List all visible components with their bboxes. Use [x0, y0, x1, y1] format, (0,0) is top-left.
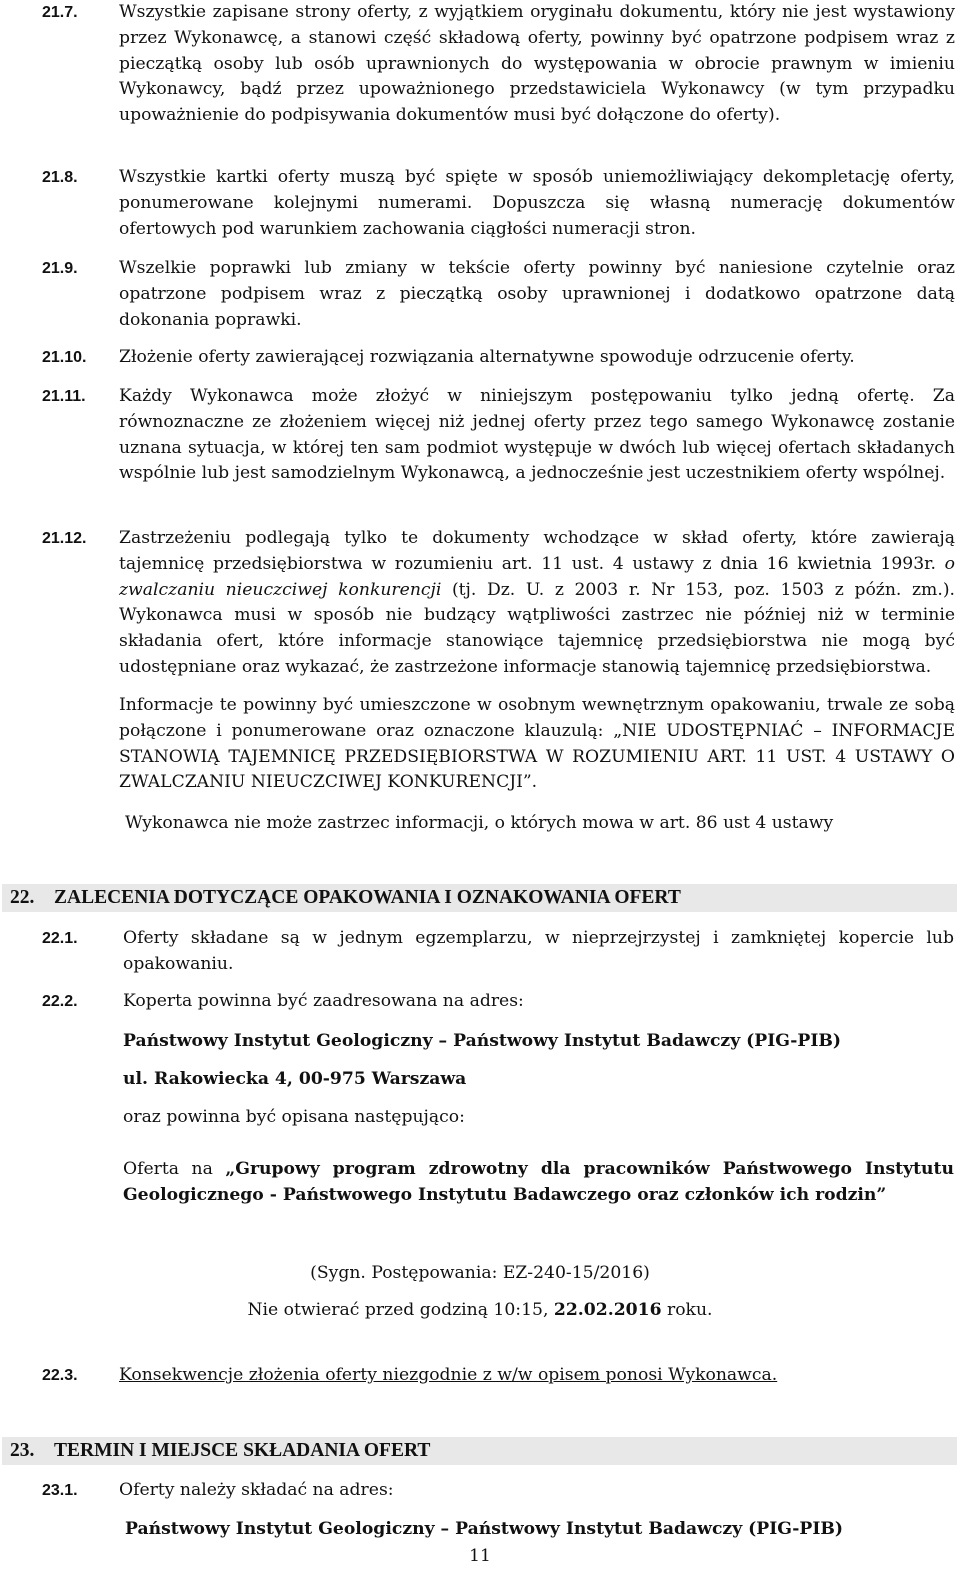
- open-suffix: roku.: [661, 1300, 713, 1320]
- section-heading-23: [2, 1437, 957, 1465]
- open-after-notice: [0, 1298, 960, 1324]
- address-institution: Państwowy Instytut Geologiczny – Państwowy Instytut Badawczy (PIG-PIB): [123, 1031, 842, 1051]
- address-street: ul. Rakowiecka 4, 00-975 Warszawa: [123, 1069, 467, 1089]
- clause-number: 21.12.: [42, 530, 87, 547]
- offer-title: „Grupowy program zdrowotny dla pracowników Państwowego Instytutu Geologicznego - Państwowego Instytutu Badawczego oraz członków ich rodzin”: [123, 1159, 954, 1205]
- label-instructions: oraz powinna być opisana następująco:: [123, 1107, 465, 1127]
- section-number: 22.: [10, 887, 35, 908]
- clause-text: Wszelkie poprawki lub zmiany w tekście oferty powinny być naniesione czytelnie oraz opatrzone podpisem wraz z pieczątką osoby uprawnionej i dodatkowo opatrzone datą dokonania poprawki.: [119, 258, 955, 330]
- clause-number: 21.10.: [42, 349, 87, 366]
- clause-number: 22.2.: [42, 993, 78, 1010]
- envelope-offer-label: [123, 1157, 954, 1209]
- section-title: ZALECENIA DOTYCZĄCE OPAKOWANIA I OZNAKOWANIA OFERT: [54, 887, 681, 908]
- clause-text-part: (tj. Dz. U. z 2003 r. Nr 153, poz. 1503 z późn. zm.). Wykonawca musi w sposób nie budzący wątpliwości zastrzec nie później niż w terminie składania ofert, które informacje stanowiące tajemnicę przedsiębiorstwa nie mogą być udostępniane oraz wykazać, że zastrzeżone informacje stanowią tajemnicę przedsiębiorstwa.: [119, 579, 955, 677]
- address-institution: Państwowy Instytut Geologiczny – Państwowy Instytut Badawczy (PIG-PIB): [125, 1519, 844, 1539]
- restriction-note: Wykonawca nie może zastrzec informacji, o których mowa w art. 86 ust 4 ustawy: [125, 813, 834, 833]
- open-date: 22.02.2016: [553, 1300, 662, 1320]
- clause-number: 22.3.: [42, 1367, 78, 1384]
- confidential-packaging-paragraph: Informacje te powinny być umieszczone w osobnym wewnętrznym opakowaniu, trwale ze sobą połączone i ponumerowane oraz oznaczone klauzulą: „NIE UDOSTĘPNIAĆ – INFORMACJE STANOWIĄ TAJEMNICĘ PRZEDSIĘBIORSTWA W ROZUMIENIU ART. 11 UST. 4 USTAWY O ZWALCZANIU NIEUCZCIWEJ KONKURENCJI”.: [119, 695, 955, 793]
- clause-text: [119, 526, 955, 681]
- section-number: 23.: [10, 1440, 35, 1461]
- offer-prefix: Oferta na: [123, 1159, 226, 1179]
- act-title: o zwalczaniu nieuczciwej konkurencji: [119, 553, 955, 600]
- clause-text-part: Zastrzeżeniu podlegają tylko te dokumenty wchodzące w skład oferty, które zawierają tajemnicę przedsiębiorstwa w rozumieniu art. 11 ust. 4 ustawy z dnia 16 kwietnia 1993r.: [119, 528, 955, 574]
- section-heading-22: [2, 884, 957, 912]
- clause-text: Złożenie oferty zawierającej rozwiązania alternatywne spowoduje odrzucenie oferty.: [119, 347, 855, 367]
- open-prefix: Nie otwierać przed godziną 10:15,: [247, 1300, 554, 1320]
- clause-text: Konsekwencje złożenia oferty niezgodnie z w/w opisem ponosi Wykonawca.: [119, 1365, 778, 1385]
- clause-text: Wszystkie zapisane strony oferty, z wyjątkiem oryginału dokumentu, który nie jest wystawiony przez Wykonawcę, a stanowi część składową oferty, powinny być opatrzone podpisem wraz z pieczątką osoby lub osób uprawnionych do występowania w obrocie prawnym w imieniu Wykonawcy, bądź przez upoważnionego przedstawiciela Wykonawcy (w tym przypadku upoważnienie do podpisywania dokumentów musi być dołączone do oferty).: [119, 2, 955, 126]
- clause-text: Oferty składane są w jednym egzemplarzu, w nieprzejrzystej i zamkniętej kopercie lub opakowaniu.: [123, 928, 954, 974]
- page-number: 11: [469, 1546, 491, 1566]
- clause-text: Koperta powinna być zaadresowana na adres:: [123, 991, 524, 1011]
- clause-number: 21.11.: [42, 388, 86, 405]
- clause-text: Wszystkie kartki oferty muszą być spięte w sposób uniemożliwiający dekompletację oferty, ponumerowane kolejnymi numerami. Dopuszcza się własną numerację dokumentów ofertowych pod warunkiem zachowania ciągłości numeracji stron.: [119, 167, 955, 239]
- clause-number: 21.8.: [42, 169, 78, 186]
- clause-text: Każdy Wykonawca może złożyć w niniejszym postępowaniu tylko jedną ofertę. Za równoznaczne ze złożeniem więcej niż jednej oferty przez tego samego Wykonawcę zostanie uznana sytuacja, w której ten sam podmiot występuje w dwóch lub więcej ofertach składanych wspólnie lub jest samodzielnym Wykonawcą, a jednocześnie jest uczestnikiem oferty wspólnej.: [119, 386, 955, 484]
- clause-number: 22.1.: [42, 930, 78, 947]
- clause-number: 21.7.: [42, 4, 78, 21]
- procedure-reference: (Sygn. Postępowania: EZ-240-15/2016): [310, 1263, 650, 1283]
- clause-text: Oferty należy składać na adres:: [119, 1480, 394, 1500]
- clause-number: 23.1.: [42, 1482, 78, 1499]
- section-title: TERMIN I MIEJSCE SKŁADANIA OFERT: [54, 1440, 431, 1461]
- clause-number: 21.9.: [42, 260, 78, 277]
